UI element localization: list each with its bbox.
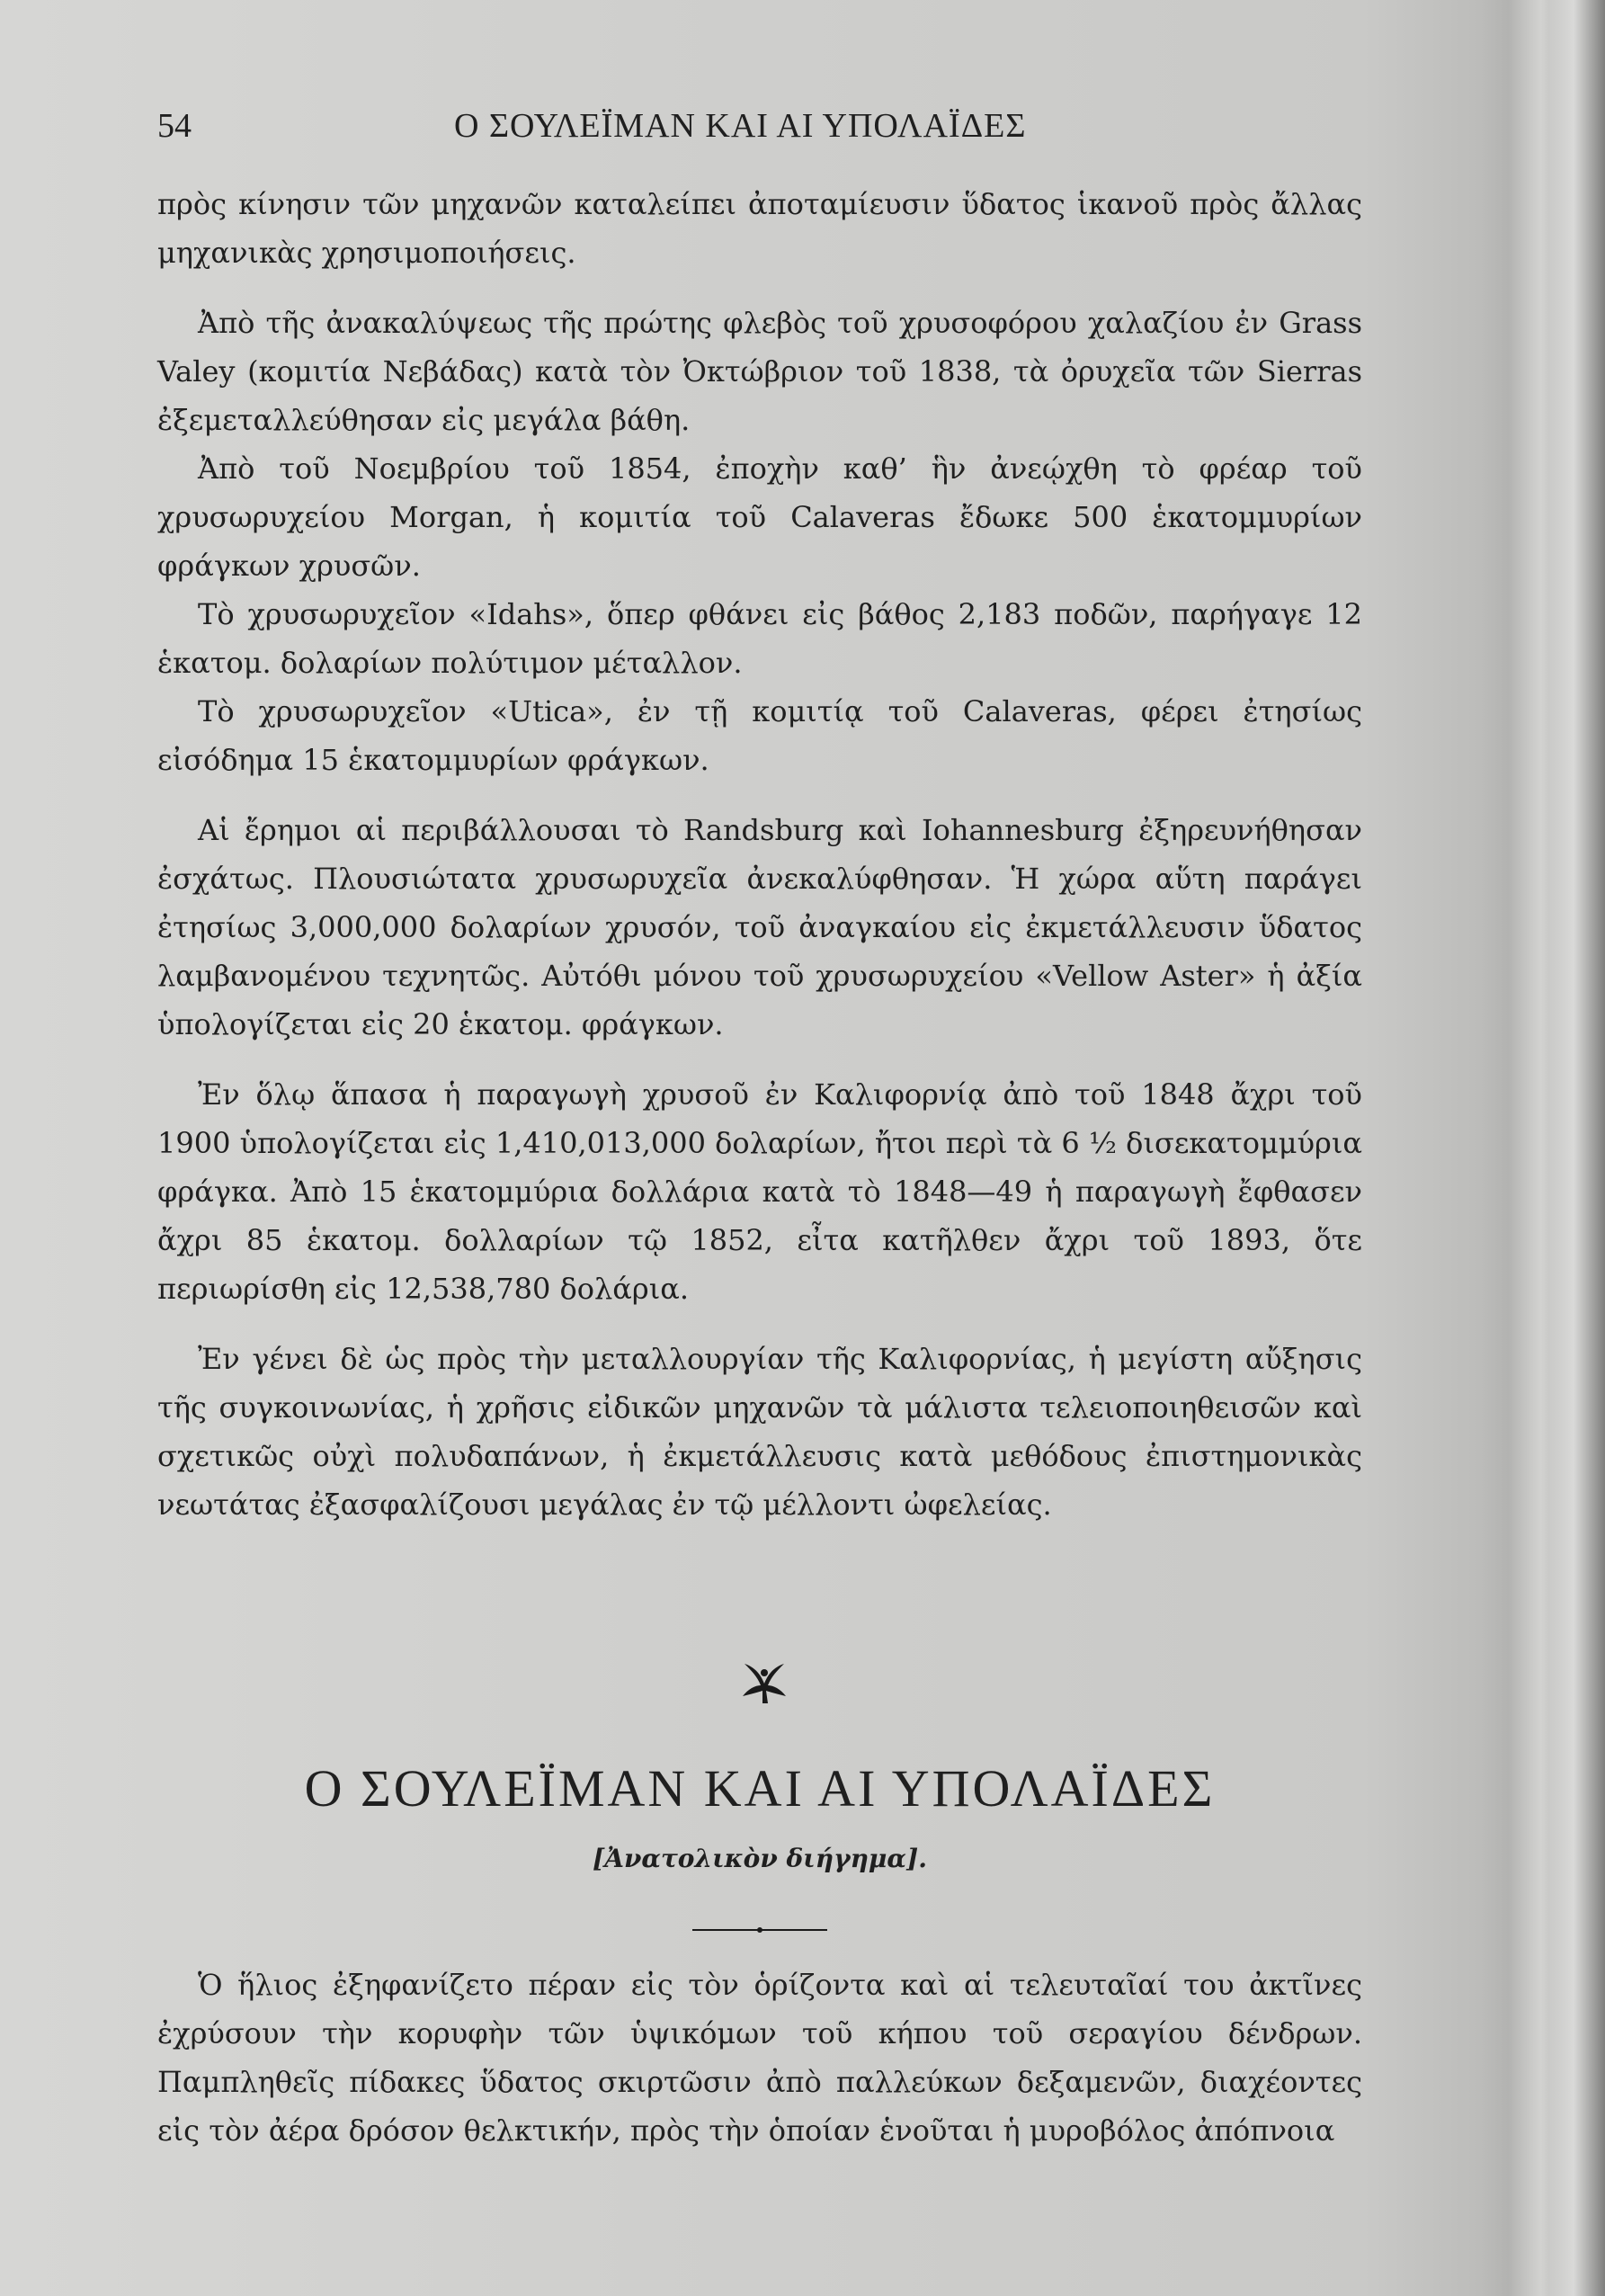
paragraph: Ὁ ἥλιος ἐξηφανίζετο πέραν εἰς τὸν ὁρίζοντα καὶ αἱ τελευταῖαί του ἀκτῖνες ἐχρύσουν τὴν κορυφὴν τῶν ὑψικόμων τοῦ κήπου τοῦ σεραγίου δένδρων. Παμπληθεῖς πίδακες ὕδατος σκιρτῶσιν ἀπὸ παλλεύκων δεξαμενῶν, διαχέοντες εἰς τὸν ἀέρα δρόσον θελκτικήν, πρὸς τὴν ὁποίαν ἑνοῦται ἡ μυροβόλος ἀπόπνοια <box>157 1968 1362 2148</box>
story-subtitle: [Ἀνατολικὸν διήγημα]. <box>593 1844 927 1873</box>
rule-divider-icon <box>692 1921 827 1930</box>
story-title: Ο ΣΟΥΛΕΪΜΑΝ ΚΑΙ ΑΙ ΥΠΟΛΑΪΔΕΣ <box>304 1759 1216 1818</box>
paragraph: Τὸ χρυσωρυχεῖον «Utica», ἐν τῇ κομιτίᾳ τοῦ Calaveras, φέρει ἐτησίως εἰσόδημα 15 ἑκατομμυρίων φράγκων. <box>157 694 1362 777</box>
running-head <box>157 106 1362 151</box>
page-number: 54 <box>157 107 192 145</box>
story-text <box>157 1961 1362 2155</box>
article-text <box>157 180 1362 1529</box>
paragraph: Ἐν ὅλῳ ἅπασα ἡ παραγωγὴ χρυσοῦ ἐν Καλιφορνίᾳ ἀπὸ τοῦ 1848 ἄχρι τοῦ 1900 ὑπολογίζεται εἰς 1,410,013,000 δολαρίων, ἤτοι περὶ τὰ 6 ½ δισεκατομμύρια φράγκα. Ἀπὸ 15 ἑκατομμύρια δολλάρια κατὰ τὸ 1848—49 ἡ παραγωγὴ ἔφθασεν ἄχρι 85 ἑκατομ. δολλαρίων τῷ 1852, εἶτα κατῆλθεν ἄχρι τοῦ 1893, ὅτε περιωρίσθη εἰς 12,538,780 δολάρια. <box>157 1077 1362 1306</box>
paragraph: πρὸς κίνησιν τῶν μηχανῶν καταλείπει ἀποταμίευσιν ὕδατος ἱκανοῦ πρὸς ἄλλας μηχανικὰς χρησιμοποιήσεις. <box>157 187 1362 270</box>
fleuron-icon <box>737 1655 791 1709</box>
paragraph: Ἀπὸ τοῦ Νοεμβρίου τοῦ 1854, ἐποχὴν καθ’ ἣν ἀνεῴχθη τὸ φρέαρ τοῦ χρυσωρυχείου Morgan, ἡ κομιτία τοῦ Calaveras ἔδωκε 500 ἑκατομμυρίων φράγκων χρυσῶν. <box>157 451 1362 583</box>
paragraph: Τὸ χρυσωρυχεῖον «Idahs», ὅπερ φθάνει εἰς βάθος 2,183 ποδῶν, παρήγαγε 12 ἑκατομ. δολαρίων πολύτιμον μέταλλον. <box>157 597 1362 680</box>
paragraph: Ἐν γένει δὲ ὡς πρὸς τὴν μεταλλουργίαν τῆς Καλιφορνίας, ἡ μεγίστη αὔξησις τῆς συγκοινωνίας, ἡ χρῆσις εἰδικῶν μηχανῶν τὰ μάλιστα τελειοποιηθεισῶν καὶ σχετικῶς οὐχὶ πολυδαπάνων, ἡ ἐκμετάλλευσις κατὰ μεθόδους ἐπιστημονικὰς νεωτάτας ἐξασφαλίζουσι μεγάλας ἐν τῷ μέλλοντι ὠφελείας. <box>157 1342 1362 1522</box>
running-title: Ο ΣΟΥΛΕΪΜΑΝ ΚΑΙ ΑΙ ΥΠΟΛΑΪΔΕΣ <box>454 107 1027 145</box>
paragraph: Ἀπὸ τῆς ἀνακαλύψεως τῆς πρώτης φλεβὸς τοῦ χρυσοφόρου χαλαζίου ἐν Grass Valey (κομιτία Νεβάδας) κατὰ τὸν Ὀκτώβριον τοῦ 1838, τὰ ὀρυχεῖα τῶν Sierras ἐξεμεταλλεύθησαν εἰς μεγάλα βάθη. <box>157 306 1362 437</box>
page-gutter-shadow <box>1479 0 1605 2296</box>
paragraph: Αἱ ἔρημοι αἱ περιβάλλουσαι τὸ Randsburg καὶ Iohannesburg ἐξηρευνήθησαν ἐσχάτως. Πλουσιώτατα χρυσωρυχεῖα ἀνεκαλύφθησαν. Ἡ χώρα αὕτη παράγει ἐτησίως 3,000,000 δολαρίων χρυσόν, τοῦ ἀναγκαίου εἰς ἐκμετάλλευσιν ὕδατος λαμβανομένου τεχνητῶς. Αὐτόθι μόνου τοῦ χρυσωρυχείου «Vellow Aster» ἡ ἀξία ὑπολογίζεται εἰς 20 ἑκατομ. φράγκων. <box>157 813 1362 1041</box>
